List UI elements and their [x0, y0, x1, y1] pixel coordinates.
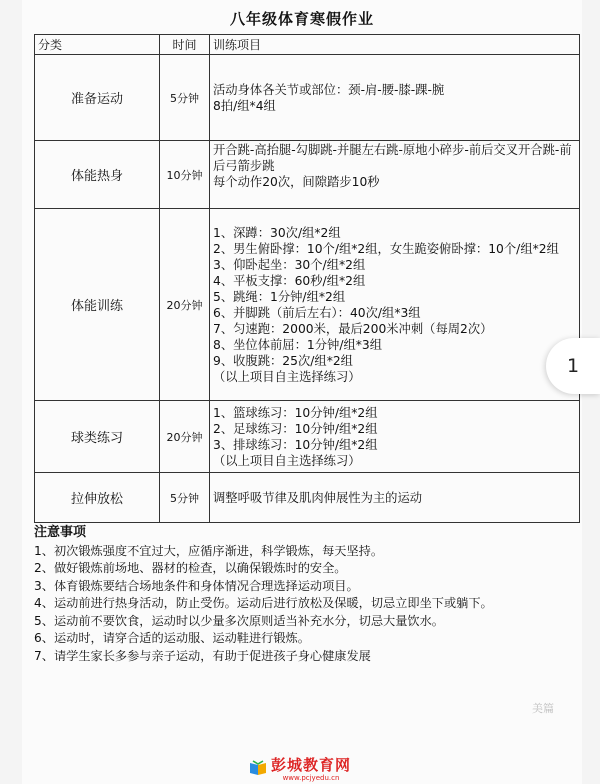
item-line: 活动身体各关节或部位：颈-肩-腰-膝-踝-腕	[213, 82, 445, 97]
row-time: 10分钟	[160, 141, 210, 209]
table-row	[35, 401, 580, 473]
watermark: 美篇	[532, 702, 554, 715]
row-time: 5分钟	[160, 55, 210, 141]
item-line: （以上项目自主选择练习）	[213, 453, 361, 468]
note-item: 7、请学生家长多参与亲子运动，有助于促进孩子身心健康发展	[34, 648, 371, 663]
note-item: 2、做好锻炼前场地、器材的检查，以确保锻炼时的安全。	[34, 561, 347, 575]
item-line: 每个动作20次，间隙踏步10秒	[213, 175, 380, 189]
item-line: 1、深蹲：30次/组*2组	[213, 225, 341, 240]
header-category: 分类	[35, 35, 160, 55]
row-category: 拉伸放松	[35, 473, 160, 523]
row-category: 准备运动	[35, 55, 160, 141]
item-line: 7、匀速跑：2000米，最后200米冲刺（每周2次）	[213, 321, 493, 336]
item-line: 调整呼吸节律及肌肉伸展性为主的运动	[213, 490, 423, 505]
item-line: 2、足球练习：10分钟/组*2组	[213, 421, 378, 436]
training-table	[34, 34, 580, 523]
item-line: 9、收腹跳：25次/组*2组	[213, 353, 353, 368]
item-line: 2、男生俯卧撑：10个/组*2组，女生跪姿俯卧撑：10个/组*2组	[213, 241, 559, 256]
row-category: 体能训练	[35, 209, 160, 401]
item-line: 6、并脚跳（前后左右）：40次/组*3组	[213, 305, 421, 320]
table-row	[35, 209, 580, 401]
table-row	[35, 141, 580, 209]
notes-title: 注意事项	[34, 525, 87, 540]
table-header-row	[35, 35, 580, 55]
item-line: 1、篮球练习：10分钟/组*2组	[213, 405, 378, 420]
row-category: 体能热身	[35, 141, 160, 209]
page-number-button[interactable]: 1	[546, 338, 600, 394]
row-items	[210, 209, 580, 401]
header-items: 训练项目	[210, 35, 580, 55]
item-line: 4、平板支撑：60秒/组*2组	[213, 273, 366, 288]
note-item: 6、运动时，请穿合适的运动服、运动鞋进行锻炼。	[34, 631, 310, 645]
row-time: 20分钟	[160, 209, 210, 401]
item-line: 开合跳-高抬腿-勾脚跳-并腿左右跳-原地小碎步-前后交叉开合跳-前后弓箭步跳	[213, 143, 572, 173]
row-items	[210, 141, 580, 209]
document-page	[22, 0, 582, 784]
book-icon	[249, 760, 267, 776]
row-category: 球类练习	[35, 401, 160, 473]
note-item: 4、运动前进行热身活动，防止受伤。运动后进行放松及保暖，切忌立即坐下或躺下。	[34, 596, 493, 610]
table-row	[35, 473, 580, 523]
item-line: 3、仰卧起坐：30个/组*2组	[213, 257, 366, 272]
row-time: 20分钟	[160, 401, 210, 473]
item-line: 5、跳绳：1分钟/组*2组	[213, 289, 346, 304]
table-row	[35, 55, 580, 141]
item-line: 8、坐位体前屈：1分钟/组*3组	[213, 337, 383, 352]
row-time: 5分钟	[160, 473, 210, 523]
item-line: 8拍/组*4组	[213, 98, 276, 113]
footer-logo	[0, 752, 600, 784]
item-line: （以上项目自主选择练习）	[213, 369, 361, 384]
item-line: 3、排球练习：10分钟/组*2组	[213, 437, 378, 452]
header-time: 时间	[160, 35, 210, 55]
note-item: 1、初次锻炼强度不宜过大，应循序渐进，科学锻炼，每天坚持。	[34, 543, 384, 558]
page-title: 八年级体育寒假作业	[229, 10, 374, 28]
brand-url: www.pcjyedu.cn	[282, 773, 340, 782]
row-items	[210, 55, 580, 141]
note-item: 3、体育锻炼要结合场地条件和身体情况合理选择运动项目。	[34, 578, 359, 593]
brand-name: 彭城教育网	[270, 755, 351, 774]
notes-section	[34, 524, 579, 665]
note-item: 5、运动前不要饮食，运动时以少量多次原则适当补充水分，切忌大量饮水。	[34, 613, 444, 628]
row-items	[210, 473, 580, 523]
row-items	[210, 401, 580, 473]
